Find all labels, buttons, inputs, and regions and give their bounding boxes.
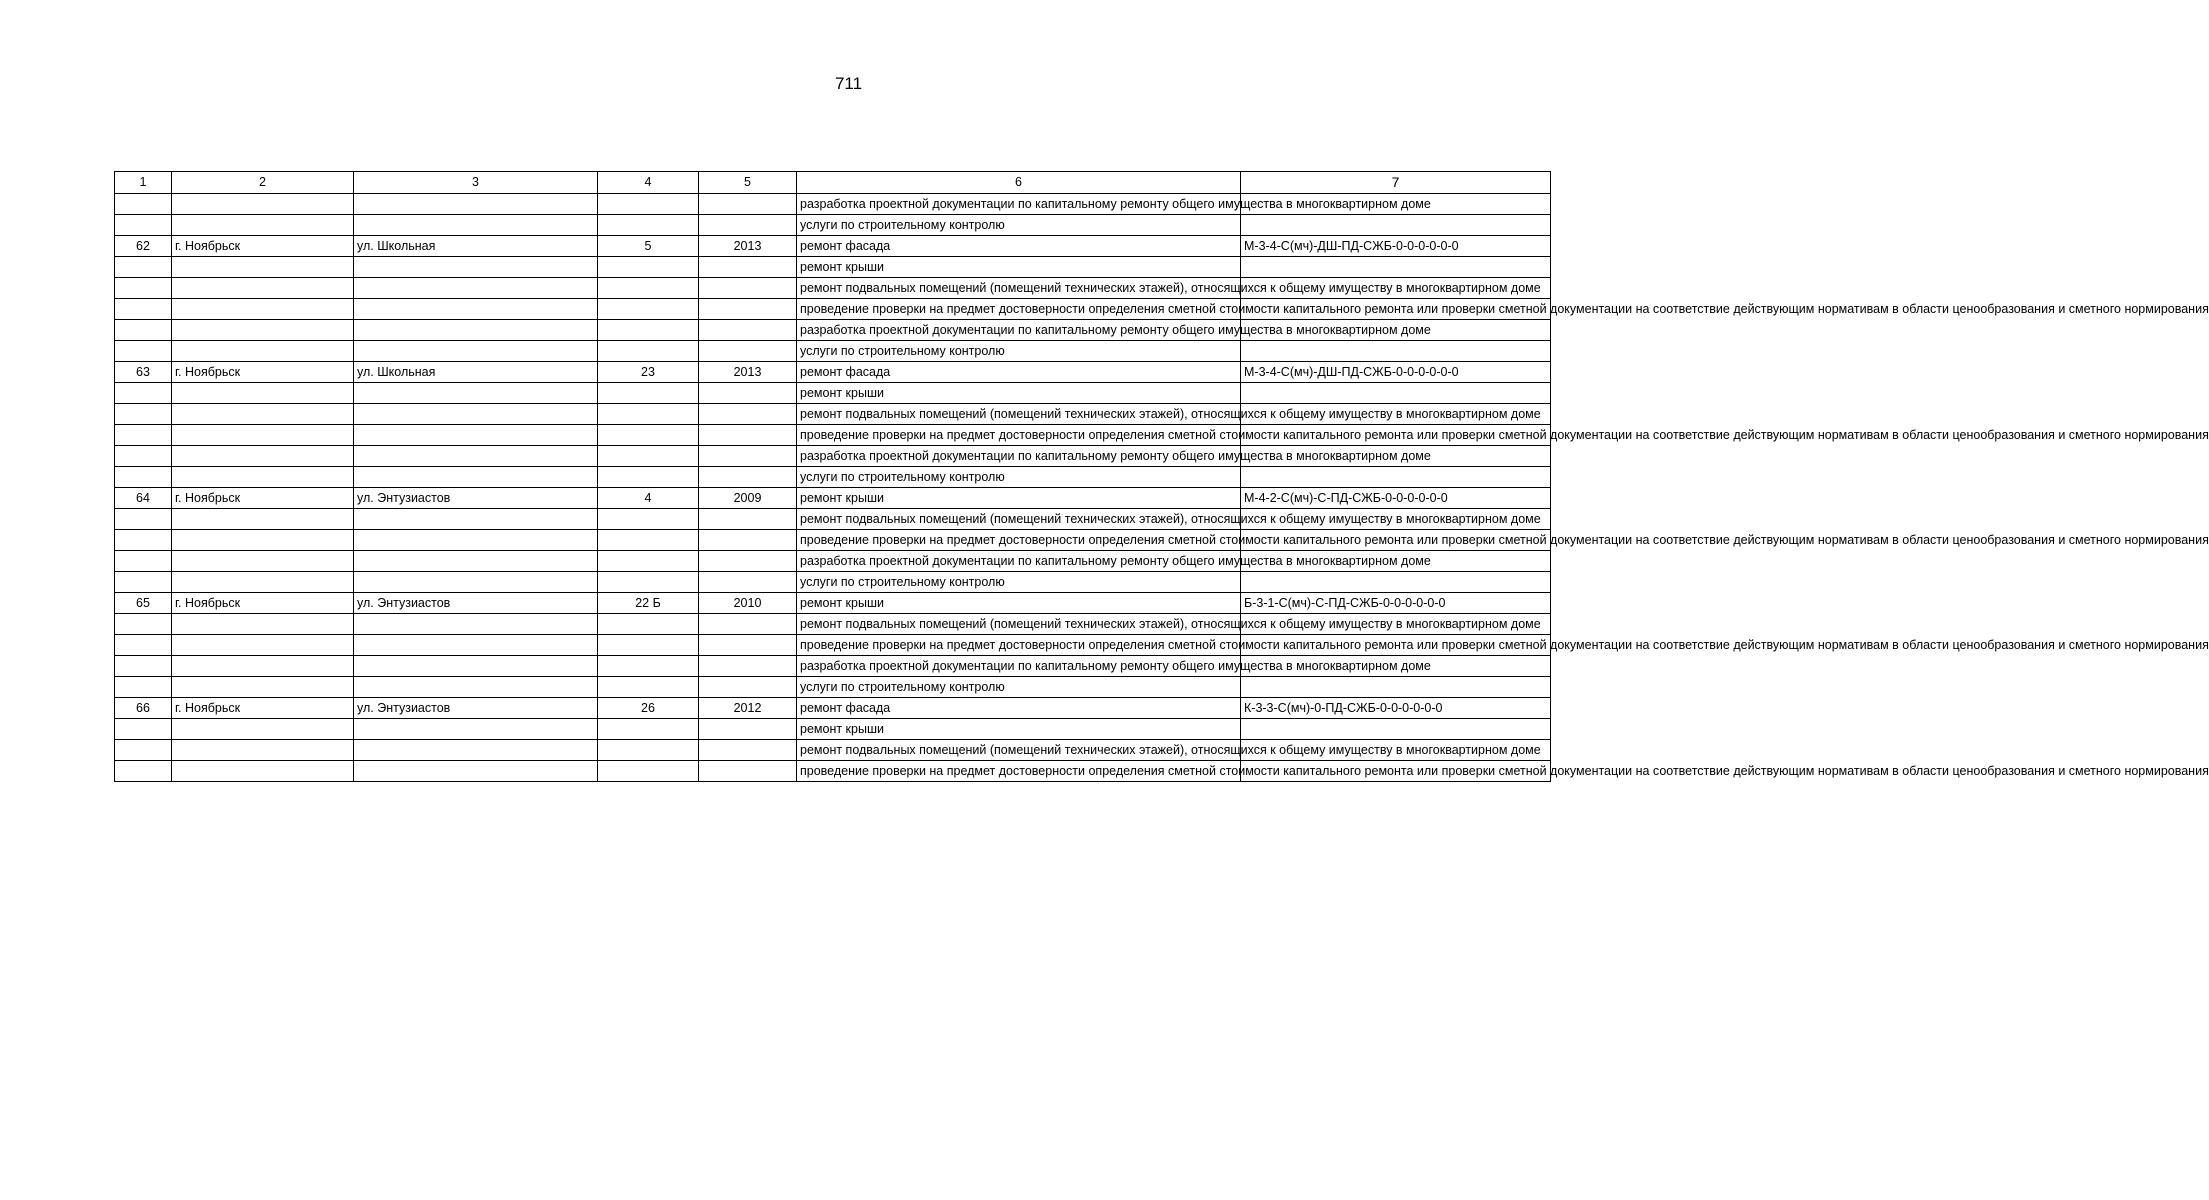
cell-city bbox=[172, 404, 354, 425]
cell-street bbox=[354, 635, 598, 656]
cell-work-type: разработка проектной документации по капитальному ремонту общего имущества в многоквартирном доме bbox=[797, 656, 1241, 677]
cell-work-type: ремонт крыши bbox=[797, 593, 1241, 614]
cell-house bbox=[598, 740, 699, 761]
cell-year: 2013 bbox=[699, 236, 797, 257]
cell-city: г. Ноябрьск bbox=[172, 698, 354, 719]
cell-street bbox=[354, 278, 598, 299]
table-row bbox=[115, 635, 1551, 656]
cell-number bbox=[115, 761, 172, 782]
cell-house bbox=[598, 425, 699, 446]
cell-house bbox=[598, 299, 699, 320]
cell-building-code bbox=[1241, 572, 1551, 593]
cell-city: г. Ноябрьск bbox=[172, 593, 354, 614]
cell-house bbox=[598, 446, 699, 467]
cell-number bbox=[115, 299, 172, 320]
cell-building-code bbox=[1241, 341, 1551, 362]
table-row bbox=[115, 194, 1551, 215]
cell-city bbox=[172, 425, 354, 446]
cell-building-code bbox=[1241, 383, 1551, 404]
cell-city bbox=[172, 551, 354, 572]
cell-year bbox=[699, 278, 797, 299]
table-row bbox=[115, 278, 1551, 299]
cell-house bbox=[598, 278, 699, 299]
cell-year bbox=[699, 257, 797, 278]
cell-number: 64 bbox=[115, 488, 172, 509]
cell-building-code bbox=[1241, 257, 1551, 278]
cell-street bbox=[354, 677, 598, 698]
cell-house: 5 bbox=[598, 236, 699, 257]
cell-work-type: проведение проверки на предмет достоверности определения сметной стоимости капитального ремонта или проверки сметной документации на соответствие действующим нормативам в области ценообразования и сметного нормирования bbox=[797, 530, 1241, 551]
cell-street: ул. Школьная bbox=[354, 236, 598, 257]
cell-city bbox=[172, 215, 354, 236]
cell-building-code: М-3-4-С(мч)-ДШ-ПД-СЖБ-0-0-0-0-0-0 bbox=[1241, 236, 1551, 257]
cell-street bbox=[354, 740, 598, 761]
table-row bbox=[115, 509, 1551, 530]
cell-year bbox=[699, 509, 797, 530]
cell-city bbox=[172, 656, 354, 677]
table-body bbox=[115, 194, 2209, 782]
cell-house: 4 bbox=[598, 488, 699, 509]
cell-work-type: ремонт крыши bbox=[797, 488, 1241, 509]
cell-number bbox=[115, 467, 172, 488]
cell-year bbox=[699, 341, 797, 362]
cell-number: 63 bbox=[115, 362, 172, 383]
table-row bbox=[115, 446, 1551, 467]
cell-city bbox=[172, 194, 354, 215]
cell-city bbox=[172, 740, 354, 761]
cell-work-type: ремонт фасада bbox=[797, 362, 1241, 383]
cell-year bbox=[699, 656, 797, 677]
table-row bbox=[115, 719, 1551, 740]
table-row bbox=[115, 383, 1551, 404]
cell-number bbox=[115, 446, 172, 467]
cell-city bbox=[172, 719, 354, 740]
cell-building-code bbox=[1241, 719, 1551, 740]
cell-street: ул. Энтузиастов bbox=[354, 698, 598, 719]
column-header-6: 6 bbox=[797, 172, 1241, 194]
cell-street bbox=[354, 446, 598, 467]
column-header-4: 4 bbox=[598, 172, 699, 194]
cell-city: г. Ноябрьск bbox=[172, 488, 354, 509]
cell-number bbox=[115, 215, 172, 236]
table-row bbox=[115, 341, 1551, 362]
table-row bbox=[115, 467, 1551, 488]
cell-city: г. Ноябрьск bbox=[172, 362, 354, 383]
cell-work-type: ремонт подвальных помещений (помещений технических этажей), относящихся к общему имуществу в многоквартирном доме bbox=[797, 278, 1241, 299]
cell-year bbox=[699, 572, 797, 593]
cell-year bbox=[699, 383, 797, 404]
cell-year bbox=[699, 530, 797, 551]
table-row bbox=[115, 551, 1551, 572]
cell-city bbox=[172, 446, 354, 467]
table-row bbox=[115, 698, 1551, 719]
cell-house bbox=[598, 719, 699, 740]
cell-street: ул. Школьная bbox=[354, 362, 598, 383]
cell-work-type: проведение проверки на предмет достоверности определения сметной стоимости капитального ремонта или проверки сметной документации на соответствие действующим нормативам в области ценообразования и сметного нормирования bbox=[797, 299, 1241, 320]
cell-number bbox=[115, 404, 172, 425]
table-row bbox=[115, 740, 1551, 761]
cell-house bbox=[598, 530, 699, 551]
cell-city bbox=[172, 383, 354, 404]
cell-work-type: разработка проектной документации по капитальному ремонту общего имущества в многоквартирном доме bbox=[797, 194, 1241, 215]
cell-number bbox=[115, 341, 172, 362]
cell-house bbox=[598, 257, 699, 278]
cell-street bbox=[354, 509, 598, 530]
cell-street bbox=[354, 467, 598, 488]
cell-work-type: ремонт подвальных помещений (помещений технических этажей), относящихся к общему имуществу в многоквартирном доме bbox=[797, 404, 1241, 425]
cell-house bbox=[598, 656, 699, 677]
cell-house bbox=[598, 467, 699, 488]
cell-street bbox=[354, 383, 598, 404]
cell-building-code: Б-3-1-С(мч)-С-ПД-СЖБ-0-0-0-0-0-0 bbox=[1241, 593, 1551, 614]
cell-year bbox=[699, 425, 797, 446]
cell-year bbox=[699, 320, 797, 341]
cell-street bbox=[354, 320, 598, 341]
table-row bbox=[115, 488, 1551, 509]
cell-number bbox=[115, 572, 172, 593]
column-header-7: 7 bbox=[1241, 172, 1551, 194]
cell-city bbox=[172, 320, 354, 341]
cell-city bbox=[172, 299, 354, 320]
cell-work-type: услуги по строительному контролю bbox=[797, 677, 1241, 698]
table-row bbox=[115, 656, 1551, 677]
cell-street bbox=[354, 572, 598, 593]
cell-number bbox=[115, 635, 172, 656]
cell-work-type: проведение проверки на предмет достоверности определения сметной стоимости капитального ремонта или проверки сметной документации на соответствие действующим нормативам в области ценообразования и сметного нормирования bbox=[797, 425, 1241, 446]
cell-work-type: ремонт подвальных помещений (помещений технических этажей), относящихся к общему имуществу в многоквартирном доме bbox=[797, 509, 1241, 530]
cell-city bbox=[172, 614, 354, 635]
cell-work-type: услуги по строительному контролю bbox=[797, 467, 1241, 488]
cell-number bbox=[115, 740, 172, 761]
cell-street bbox=[354, 341, 598, 362]
cell-house bbox=[598, 635, 699, 656]
cell-work-type: ремонт крыши bbox=[797, 719, 1241, 740]
cell-year bbox=[699, 719, 797, 740]
cell-work-type: проведение проверки на предмет достоверности определения сметной стоимости капитального ремонта или проверки сметной документации на соответствие действующим нормативам в области ценообразования и сметного нормирования bbox=[797, 635, 1241, 656]
cell-year bbox=[699, 677, 797, 698]
cell-year bbox=[699, 404, 797, 425]
cell-street bbox=[354, 215, 598, 236]
cell-street bbox=[354, 656, 598, 677]
cell-street bbox=[354, 299, 598, 320]
table-row bbox=[115, 593, 1551, 614]
cell-work-type: услуги по строительному контролю bbox=[797, 341, 1241, 362]
table-row bbox=[115, 677, 1551, 698]
cell-work-type: услуги по строительному контролю bbox=[797, 572, 1241, 593]
cell-city: г. Ноябрьск bbox=[172, 236, 354, 257]
cell-house bbox=[598, 383, 699, 404]
cell-year bbox=[699, 740, 797, 761]
column-header-1: 1 bbox=[115, 172, 172, 194]
cell-year bbox=[699, 194, 797, 215]
cell-house bbox=[598, 320, 699, 341]
cell-number bbox=[115, 425, 172, 446]
cell-number bbox=[115, 383, 172, 404]
cell-number: 65 bbox=[115, 593, 172, 614]
cell-street: ул. Энтузиастов bbox=[354, 593, 598, 614]
cell-street: ул. Энтузиастов bbox=[354, 488, 598, 509]
cell-city bbox=[172, 509, 354, 530]
cell-work-type: ремонт подвальных помещений (помещений технических этажей), относящихся к общему имуществу в многоквартирном доме bbox=[797, 740, 1241, 761]
cell-house: 23 bbox=[598, 362, 699, 383]
cell-house bbox=[598, 404, 699, 425]
cell-year bbox=[699, 299, 797, 320]
cell-number bbox=[115, 614, 172, 635]
cell-street bbox=[354, 551, 598, 572]
column-header-3: 3 bbox=[354, 172, 598, 194]
table-row bbox=[115, 362, 1551, 383]
cell-building-code bbox=[1241, 677, 1551, 698]
cell-work-type: разработка проектной документации по капитальному ремонту общего имущества в многоквартирном доме bbox=[797, 551, 1241, 572]
cell-number bbox=[115, 530, 172, 551]
cell-work-type: проведение проверки на предмет достоверности определения сметной стоимости капитального ремонта или проверки сметной документации на соответствие действующим нормативам в области ценообразования и сметного нормирования bbox=[797, 761, 1241, 782]
cell-street bbox=[354, 614, 598, 635]
cell-number: 66 bbox=[115, 698, 172, 719]
cell-work-type: ремонт крыши bbox=[797, 257, 1241, 278]
table-row bbox=[115, 761, 1551, 782]
cell-street bbox=[354, 761, 598, 782]
table-row bbox=[115, 530, 1551, 551]
cell-year bbox=[699, 551, 797, 572]
column-header-5: 5 bbox=[699, 172, 797, 194]
cell-street bbox=[354, 404, 598, 425]
cell-house: 26 bbox=[598, 698, 699, 719]
cell-work-type: услуги по строительному контролю bbox=[797, 215, 1241, 236]
page-number: 711 bbox=[834, 74, 863, 93]
cell-building-code: М-3-4-С(мч)-ДШ-ПД-СЖБ-0-0-0-0-0-0 bbox=[1241, 362, 1551, 383]
cell-house bbox=[598, 509, 699, 530]
cell-street bbox=[354, 194, 598, 215]
cell-work-type: разработка проектной документации по капитальному ремонту общего имущества в многоквартирном доме bbox=[797, 446, 1241, 467]
cell-house bbox=[598, 614, 699, 635]
cell-number bbox=[115, 257, 172, 278]
cell-building-code: М-4-2-С(мч)-С-ПД-СЖБ-0-0-0-0-0-0 bbox=[1241, 488, 1551, 509]
cell-city bbox=[172, 572, 354, 593]
cell-city bbox=[172, 341, 354, 362]
cell-city bbox=[172, 635, 354, 656]
cell-year bbox=[699, 614, 797, 635]
cell-year bbox=[699, 467, 797, 488]
cell-work-type: разработка проектной документации по капитальному ремонту общего имущества в многоквартирном доме bbox=[797, 320, 1241, 341]
cell-number bbox=[115, 719, 172, 740]
cell-city bbox=[172, 467, 354, 488]
table-row bbox=[115, 257, 1551, 278]
table-row bbox=[115, 320, 1551, 341]
cell-house: 22 Б bbox=[598, 593, 699, 614]
table-row bbox=[115, 299, 1551, 320]
cell-work-type: ремонт фасада bbox=[797, 236, 1241, 257]
cell-number bbox=[115, 656, 172, 677]
cell-number: 62 bbox=[115, 236, 172, 257]
cell-year: 2010 bbox=[699, 593, 797, 614]
column-header-2: 2 bbox=[172, 172, 354, 194]
table-row bbox=[115, 425, 1551, 446]
cell-city bbox=[172, 278, 354, 299]
cell-street bbox=[354, 257, 598, 278]
table-row bbox=[115, 572, 1551, 593]
cell-street bbox=[354, 719, 598, 740]
cell-house bbox=[598, 194, 699, 215]
column-number-row bbox=[115, 172, 1551, 194]
cell-year bbox=[699, 635, 797, 656]
cell-house bbox=[598, 551, 699, 572]
cell-building-code bbox=[1241, 467, 1551, 488]
cell-number bbox=[115, 320, 172, 341]
table-row bbox=[115, 215, 1551, 236]
cell-year bbox=[699, 446, 797, 467]
cell-city bbox=[172, 257, 354, 278]
cell-year: 2009 bbox=[699, 488, 797, 509]
cell-number bbox=[115, 278, 172, 299]
cell-house bbox=[598, 677, 699, 698]
cell-house bbox=[598, 572, 699, 593]
cell-year: 2013 bbox=[699, 362, 797, 383]
cell-street bbox=[354, 530, 598, 551]
cell-house bbox=[598, 761, 699, 782]
cell-number bbox=[115, 677, 172, 698]
cell-number bbox=[115, 551, 172, 572]
cell-work-type: ремонт крыши bbox=[797, 383, 1241, 404]
cell-year: 2012 bbox=[699, 698, 797, 719]
cell-house bbox=[598, 341, 699, 362]
cell-work-type: ремонт подвальных помещений (помещений технических этажей), относящихся к общему имуществу в многоквартирном доме bbox=[797, 614, 1241, 635]
cell-house bbox=[598, 215, 699, 236]
repair-register-table bbox=[114, 171, 2209, 782]
cell-city bbox=[172, 530, 354, 551]
cell-year bbox=[699, 761, 797, 782]
cell-number bbox=[115, 509, 172, 530]
cell-year bbox=[699, 215, 797, 236]
cell-building-code bbox=[1241, 215, 1551, 236]
cell-work-type: ремонт фасада bbox=[797, 698, 1241, 719]
cell-city bbox=[172, 761, 354, 782]
cell-number bbox=[115, 194, 172, 215]
cell-building-code: К-3-3-С(мч)-0-ПД-СЖБ-0-0-0-0-0-0 bbox=[1241, 698, 1551, 719]
cell-city bbox=[172, 677, 354, 698]
cell-street bbox=[354, 425, 598, 446]
table-row bbox=[115, 236, 1551, 257]
table-row bbox=[115, 614, 1551, 635]
table-row bbox=[115, 404, 1551, 425]
